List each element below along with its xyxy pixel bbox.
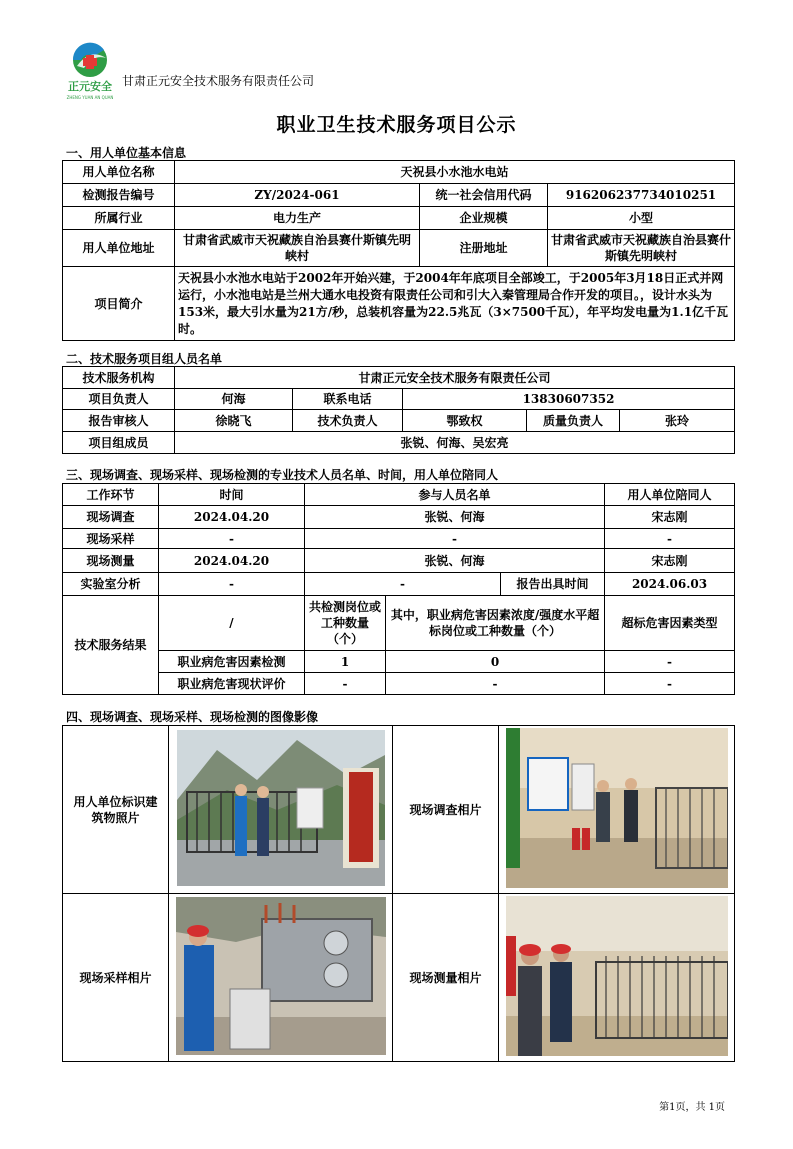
section2-heading: 二、技术服务项目组人员名单 (66, 352, 223, 366)
team-table (62, 366, 735, 454)
section4-heading: 四、现场调查、现场采样、现场检测的图像影像 (66, 710, 319, 724)
stage: 现场测量 (63, 549, 159, 573)
address: 甘肃省武威市天祝藏族自治县赛什斯镇先明峡村 (175, 230, 420, 267)
stage-escort: 宋志刚 (605, 549, 735, 573)
stage: 现场调查 (63, 506, 159, 529)
address-label: 用人单位地址 (63, 230, 175, 267)
quality-label: 质量负责人 (527, 410, 620, 432)
fieldwork-table (62, 483, 735, 695)
stage-time: 2024.04.20 (159, 506, 305, 529)
reg-address-label: 注册地址 (420, 230, 548, 267)
eval-exceed: - (386, 673, 605, 695)
photo2-label: 现场调查相片 (393, 726, 499, 894)
photo4-label: 现场测量相片 (393, 894, 499, 1062)
lab-people: - (305, 573, 501, 596)
stage-time: 2024.04.20 (159, 549, 305, 573)
col-time: 时间 (159, 484, 305, 506)
org-name: 甘肃正元安全技术服务有限责任公司 (175, 367, 735, 389)
report-no: ZY/2024-061 (175, 184, 420, 207)
factor-header: 超标危害因素类型 (605, 596, 735, 651)
project-intro: 天祝县小水池水电站于2002年开始兴建，于2004年年底项目全部竣工，于2005年3月18日正式并网运行，小水池电站是兰州大通水电投资有限责任公司和引大入秦管理局合作开发的项目。，设计水头为153米，最大引水量为21方/秒，总装机容量为22.5兆瓦（3×7500千瓦），年平均发电量为1.1亿千瓦时。 (175, 267, 735, 341)
photo-table (62, 725, 735, 1062)
building-sign-photo (177, 730, 385, 886)
logo-subtext: ZHENG YUAN AN QUAN (66, 95, 114, 100)
members-label: 项目组成员 (63, 432, 175, 454)
report-no-label: 检测报告编号 (63, 184, 175, 207)
eval-count: - (305, 673, 386, 695)
measurement-photo (506, 896, 728, 1056)
company-logo (64, 38, 116, 102)
scale-label: 企业规模 (420, 207, 548, 230)
scale: 小型 (548, 207, 735, 230)
org-label: 技术服务机构 (63, 367, 175, 389)
quality: 张玲 (620, 410, 735, 432)
photo1-label: 用人单位标识建筑物照片 (63, 726, 169, 894)
intro-label: 项目简介 (63, 267, 175, 341)
lab-time: - (159, 573, 305, 596)
stage: 现场采样 (63, 529, 159, 549)
col-people: 参与人员名单 (305, 484, 605, 506)
exceed-header: 其中，职业病危害因素浓度/强度水平超标岗位或工种数量（个） (386, 596, 605, 651)
stage-escort: 宋志刚 (605, 506, 735, 529)
industry-label: 所属行业 (63, 207, 175, 230)
count-header: 共检测岗位或工种数量（个） (305, 596, 386, 651)
page-number: 第1页，共 1页 (659, 1102, 725, 1113)
unit-name: 天祝县小水池水电站 (175, 161, 735, 184)
page-title: 职业卫生技术服务项目公示 (276, 114, 517, 136)
detect-exceed: 0 (386, 651, 605, 673)
phone-label: 联系电话 (293, 389, 403, 410)
col-escort: 用人单位陪同人 (605, 484, 735, 506)
section3-heading: 三、现场调查、现场采样、现场检测的专业技术人员名单、时间，用人单位陪同人 (66, 468, 499, 482)
unit-name-label: 用人单位名称 (63, 161, 175, 184)
report-date-label: 报告出具时间 (501, 573, 605, 596)
reviewer: 徐晓飞 (175, 410, 293, 432)
section1-heading: 一、用人单位基本信息 (66, 146, 187, 160)
stage-people: 张锐、何海 (305, 549, 605, 573)
stage-people: 张锐、何海 (305, 506, 605, 529)
phone: 13830607352 (403, 389, 735, 410)
report-date: 2024.06.03 (605, 573, 735, 596)
reg-address: 甘肃省武威市天祝藏族自治县赛什斯镇先明峡村 (548, 230, 735, 267)
detect-factor: - (605, 651, 735, 673)
photo3-label: 现场采样相片 (63, 894, 169, 1062)
tech: 鄂致权 (403, 410, 527, 432)
tech-label: 技术负责人 (293, 410, 403, 432)
company-header: 甘肃正元安全技术服务有限责任公司 (122, 74, 315, 88)
detect-label: 职业病危害因素检测 (159, 651, 305, 673)
industry: 电力生产 (175, 207, 420, 230)
eval-factor: - (605, 673, 735, 695)
reviewer-label: 报告审核人 (63, 410, 175, 432)
leader: 何海 (175, 389, 293, 410)
credit-code: 916206237734010251 (548, 184, 735, 207)
result-slash: / (159, 596, 305, 651)
members: 张锐、何海、吴宏亮 (175, 432, 735, 454)
eval-label: 职业病危害现状评价 (159, 673, 305, 695)
leader-label: 项目负责人 (63, 389, 175, 410)
lab-label: 实验室分析 (63, 573, 159, 596)
credit-code-label: 统一社会信用代码 (420, 184, 548, 207)
col-stage: 工作环节 (63, 484, 159, 506)
unit-info-table (62, 160, 735, 341)
detect-count: 1 (305, 651, 386, 673)
logo-text: 正元安全 (68, 80, 112, 93)
stage-people: - (305, 529, 605, 549)
survey-photo (506, 728, 728, 888)
sampling-photo (176, 897, 386, 1055)
stage-time: - (159, 529, 305, 549)
stage-escort: - (605, 529, 735, 549)
result-label: 技术服务结果 (63, 596, 159, 695)
